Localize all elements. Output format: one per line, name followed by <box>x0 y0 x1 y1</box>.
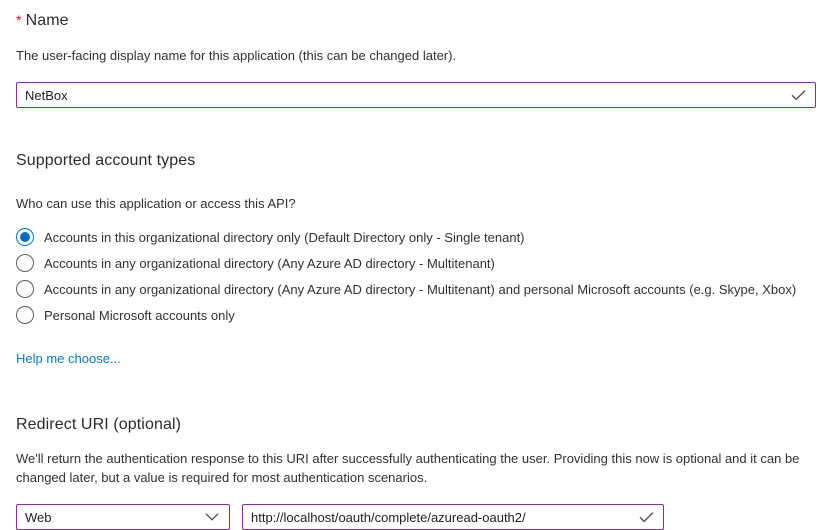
name-title-text: Name <box>25 12 69 29</box>
platform-select-value: Web <box>25 509 52 525</box>
account-type-radio-group <box>16 224 815 328</box>
account-types-title: Supported account types <box>16 152 196 169</box>
radio-button-icon <box>16 254 34 272</box>
redirect-uri-row <box>16 504 815 530</box>
name-section-title <box>16 10 815 31</box>
name-description: The user-facing display name for this application (this can be changed later). <box>16 48 457 63</box>
valid-check-icon <box>639 512 654 523</box>
radio-label: Accounts in any organizational directory (Any Azure AD directory - Multitenant) <box>44 255 495 271</box>
radio-button-icon <box>16 280 34 298</box>
radio-multitenant[interactable] <box>16 250 815 276</box>
chevron-down-icon <box>205 513 219 521</box>
radio-label: Accounts in any organizational directory (Any Azure AD directory - Multitenant) and personal Microsoft accounts (e.g. Skype, Xbox) <box>44 281 797 297</box>
radio-button-icon <box>16 306 34 324</box>
radio-label: Accounts in this organizational directory only (Default Directory only - Single tenant) <box>44 229 525 245</box>
name-input[interactable] <box>17 83 791 107</box>
redirect-uri-title: Redirect URI (optional) <box>16 416 182 433</box>
name-field-wrapper <box>16 82 816 108</box>
radio-button-icon <box>16 228 34 246</box>
radio-multitenant-personal[interactable] <box>16 276 815 302</box>
valid-check-icon <box>791 90 806 101</box>
radio-personal-only[interactable] <box>16 302 815 328</box>
account-types-question: Who can use this application or access this API? <box>16 196 296 211</box>
redirect-uri-field-wrapper <box>242 504 664 530</box>
redirect-uri-input[interactable] <box>243 505 639 529</box>
radio-label: Personal Microsoft accounts only <box>44 307 235 323</box>
required-asterisk: * <box>16 12 22 28</box>
help-me-choose-link[interactable]: Help me choose... <box>16 351 121 366</box>
redirect-uri-description: We'll return the authentication response to this URI after successfully authenticating the user. Providing this now is optional and it can be changed later, but a value is required for most authentication scenarios. <box>16 451 800 485</box>
radio-single-tenant[interactable] <box>16 224 815 250</box>
platform-select[interactable] <box>16 504 230 530</box>
